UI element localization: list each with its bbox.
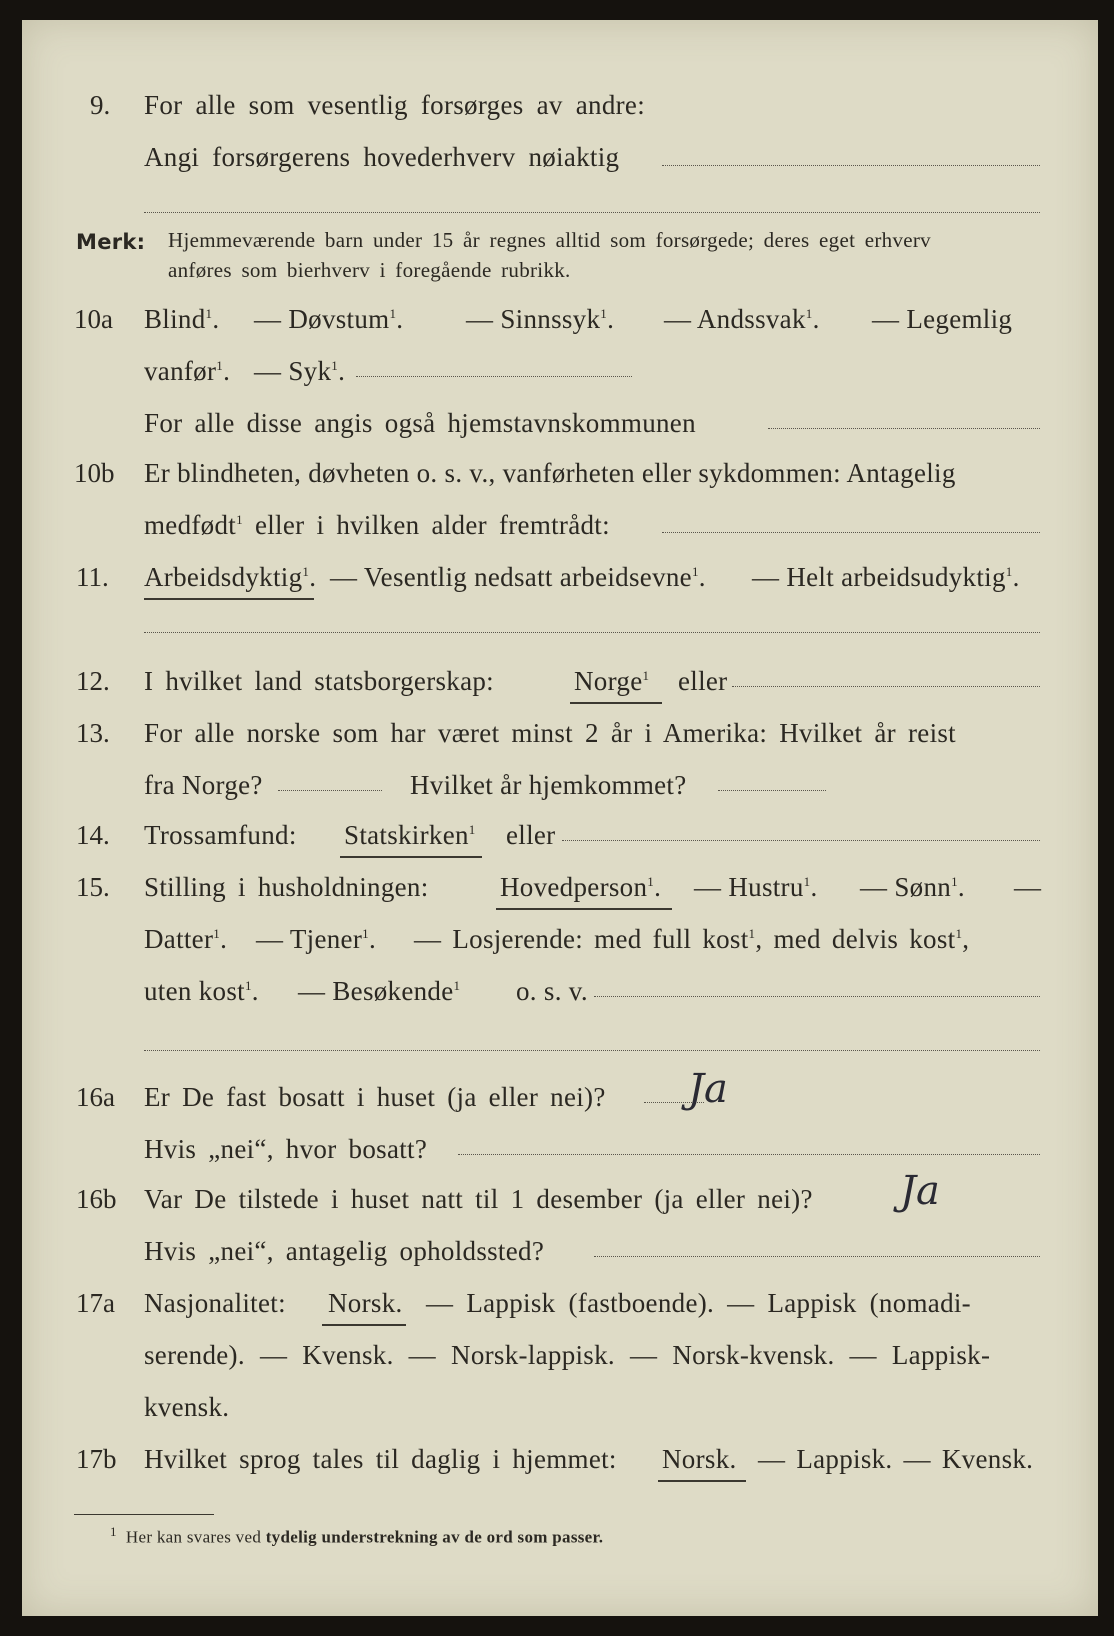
q15-uten: uten kost$^1$.: [144, 976, 259, 1006]
q11-vesentlig: — Vesentlig nedsatt arbeidsevne$^1$.: [330, 562, 706, 592]
q17a-rest1: — Lappisk (fastboende). — Lappisk (nomadi-: [426, 1288, 971, 1318]
q15-dash: —: [1014, 872, 1042, 902]
q12-norge: Norge$^1$: [574, 666, 650, 696]
q12-number: 12.: [76, 666, 110, 696]
q15-osv: o. s. v.: [516, 976, 588, 1006]
q14-text: Trossamfund:: [144, 820, 297, 850]
q17b-rest: — Lappisk. — Kvensk.: [758, 1444, 1034, 1474]
q10a-dovstum: — Døvstum$^1$.: [254, 304, 404, 334]
q12-underline-mark: [570, 702, 662, 704]
q12-eller: eller: [678, 666, 728, 696]
q10a-vanfor: vanfør$^1$.: [144, 356, 231, 386]
q15-losjerende: — Losjerende: med full kost$^1$, med delvis kost$^1$,: [414, 924, 970, 954]
q10a-legemlig: — Legemlig: [872, 304, 1013, 334]
q10a-line3: For alle disse angis også hjemstavnskommunen: [144, 408, 696, 438]
q9-line1: For alle som vesentlig forsørges av andre:: [144, 90, 645, 120]
q9-number: 9.: [90, 90, 111, 120]
q15-datter: Datter$^1$.: [144, 924, 228, 954]
q15-stilling: Stilling i husholdningen:: [144, 872, 429, 902]
q12-text: I hvilket land statsborgerskap:: [144, 666, 494, 696]
q13-hjemkommet: Hvilket år hjemkommet?: [410, 770, 687, 800]
q10a-number: 10a: [74, 304, 113, 334]
q14-statskirken: Statskirken$^1$: [344, 820, 476, 850]
q15-besokende: — Besøkende$^1$: [298, 976, 461, 1006]
q16b-number: 16b: [76, 1184, 117, 1214]
q17b-underline-mark: [658, 1480, 746, 1482]
q9-line2: Angi forsørgerens hovederhverv nøiaktig: [144, 142, 620, 172]
footnote: $^1$ Her kan svares ved tydelig understrekning av de ord som passer.: [110, 1524, 604, 1547]
q16a-handwritten-answer: Ja: [688, 1066, 728, 1112]
merk-line2: anføres som bierhverv i foregående rubrikk.: [168, 258, 571, 282]
merk-label: Merk:: [76, 230, 146, 254]
q16b-opholdssted-line[interactable]: [594, 1256, 1040, 1257]
q17b-norsk: Norsk.: [662, 1444, 737, 1474]
q9-answer-line[interactable]: [662, 165, 1040, 166]
q16a-line1: Er De fast bosatt i huset (ja eller nei)?: [144, 1082, 606, 1112]
q11-answer-line[interactable]: [144, 632, 1040, 633]
q16a-line2: Hvis „nei“, hvor bosatt?: [144, 1134, 428, 1164]
q10b-line2: medfødt$^1$ eller i hvilken alder fremtrådt:: [144, 510, 610, 540]
q11-arbeidsdyktig: Arbeidsdyktig$^1$.: [144, 562, 317, 592]
q16b-handwritten-answer: Ja: [900, 1168, 940, 1214]
merk-line1: Hjemmeværende barn under 15 år regnes alltid som forsørgede; deres eget erhverv: [168, 228, 931, 252]
q14-answer-line[interactable]: [562, 840, 1040, 841]
q10a-answer-line[interactable]: [356, 376, 632, 377]
q14-number: 14.: [76, 820, 110, 850]
q11-helt: — Helt arbeidsudyktig$^1$.: [752, 562, 1020, 592]
q14-eller: eller: [506, 820, 556, 850]
q13-hjemkommet-line[interactable]: [718, 790, 826, 791]
q17a-line3: kvensk.: [144, 1392, 230, 1422]
census-form-page: [22, 20, 1098, 1616]
q10b-number: 10b: [74, 458, 115, 488]
q17a-underline-mark: [322, 1324, 406, 1326]
q10b-line1: Er blindheten, døvheten o. s. v., vanførheten eller sykdommen: Antagelig: [144, 458, 956, 488]
q15-sonn: — Sønn$^1$.: [860, 872, 965, 902]
q10a-syk: — Syk$^1$.: [254, 356, 346, 386]
q17b-text: Hvilket sprog tales til daglig i hjemmet:: [144, 1444, 617, 1474]
q17a-line2: serende). — Kvensk. — Norsk-lappisk. — Norsk-kvensk. — Lappisk-: [144, 1340, 991, 1370]
q9-extra-answer-line[interactable]: [144, 212, 1040, 213]
q10a-andssvak: — Andssvak$^1$.: [664, 304, 820, 334]
q11-number: 11.: [76, 562, 109, 592]
q17a-nasjonalitet: Nasjonalitet:: [144, 1288, 286, 1318]
q10b-answer-line[interactable]: [662, 532, 1040, 533]
q15-number: 15.: [76, 872, 110, 902]
q16b-line1: Var De tilstede i huset natt til 1 desember (ja eller nei)?: [144, 1184, 813, 1214]
q17a-number: 17a: [76, 1288, 115, 1318]
q16a-bosatt-line[interactable]: [458, 1154, 1040, 1155]
q10a-blind: Blind$^1$.: [144, 304, 220, 334]
q13-line1: For alle norske som har været minst 2 år i Amerika: Hvilket år reist: [144, 718, 956, 748]
q15-hovedperson: Hovedperson$^1$.: [500, 872, 662, 902]
q11-underline-mark: [144, 598, 314, 600]
footnote-rule: [74, 1514, 214, 1515]
q15-underline-mark: [496, 908, 672, 910]
q16a-number: 16a: [76, 1082, 115, 1112]
q12-answer-line[interactable]: [732, 686, 1040, 687]
q17b-number: 17b: [76, 1444, 117, 1474]
q10a-sinnssyk: — Sinnssyk$^1$.: [466, 304, 615, 334]
q15-answer-line[interactable]: [594, 996, 1040, 997]
q15-tjener: — Tjener$^1$.: [256, 924, 376, 954]
q10a-kommune-line[interactable]: [768, 428, 1040, 429]
q17a-norsk: Norsk.: [328, 1288, 403, 1318]
q16b-line2: Hvis „nei“, antagelig opholdssted?: [144, 1236, 545, 1266]
q15-extra-answer-line[interactable]: [144, 1050, 1040, 1051]
q13-reist-line[interactable]: [278, 790, 382, 791]
q15-hustru: — Hustru$^1$.: [694, 872, 818, 902]
q13-number: 13.: [76, 718, 110, 748]
q14-underline-mark: [340, 856, 482, 858]
q13-fra: fra Norge?: [144, 770, 263, 800]
